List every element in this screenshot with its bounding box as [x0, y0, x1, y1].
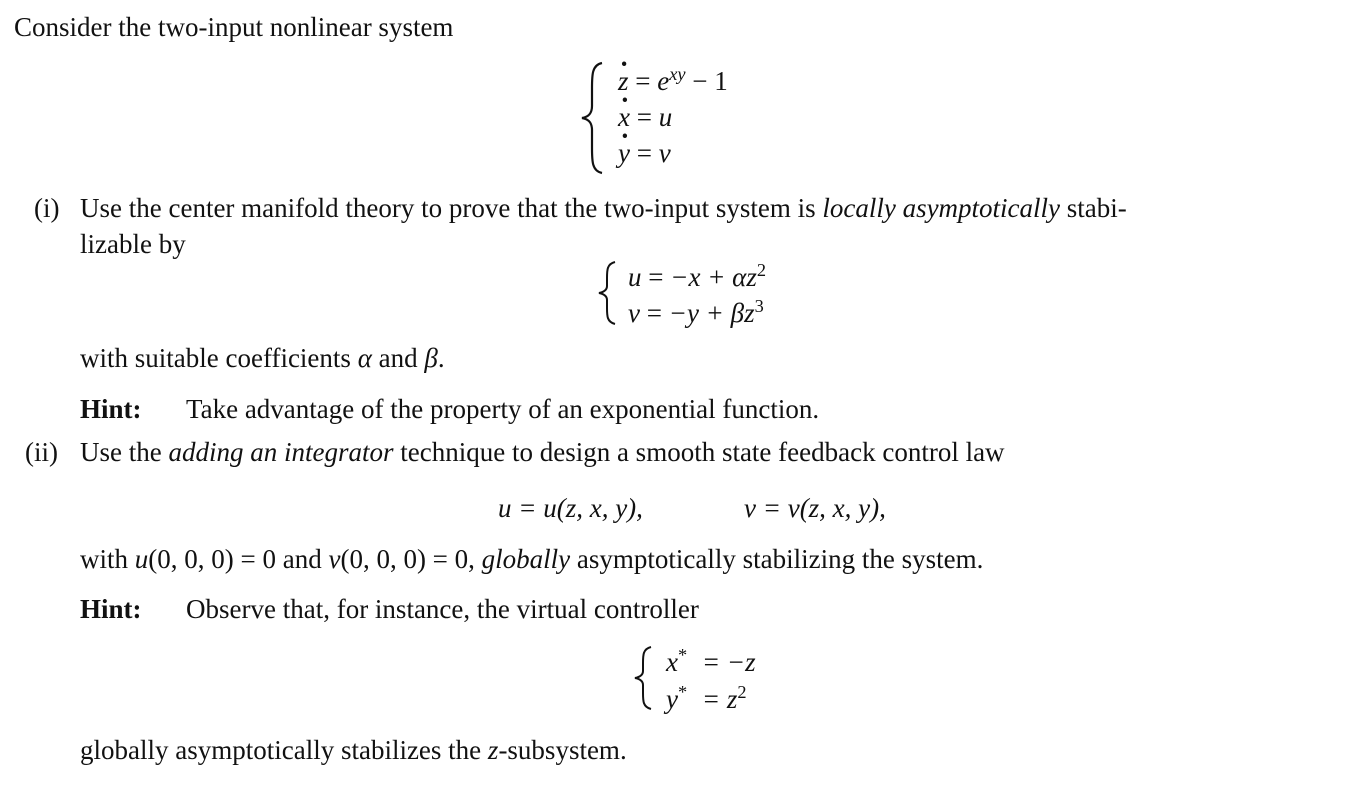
equals-sign: = — [636, 102, 659, 132]
control-brace — [596, 260, 618, 326]
y-dot: · y — [618, 140, 630, 167]
x-dot: · x — [618, 104, 630, 131]
virtual-y-star: * — [677, 681, 688, 702]
cond-u: u — [134, 544, 149, 574]
minus-one: − 1 — [692, 66, 728, 96]
cond-with: with — [80, 544, 135, 574]
final-line — [80, 737, 627, 764]
part-i-text-line2 — [80, 231, 186, 258]
control-v-exp: 3 — [754, 295, 764, 316]
equals-sign: = — [636, 138, 659, 168]
final-z: z — [487, 735, 499, 765]
part-ii-label: (ii) — [25, 437, 58, 467]
cond-v: v — [328, 544, 341, 574]
control-eq-v — [628, 295, 764, 328]
beta-symbol: β — [424, 343, 438, 373]
part-ii-hint-text — [186, 596, 699, 623]
virtual-y-rhs: = z — [701, 684, 738, 714]
coeff-text: with suitable coefficients — [80, 343, 358, 373]
cond-u-args: (0, 0, 0) = 0 and — [148, 544, 329, 574]
control-u-exp: 2 — [756, 259, 767, 280]
final-text-a: globally asymptotically stabilizes the — [80, 735, 488, 765]
part-i-text-b: stabi- — [1060, 193, 1127, 223]
virtual-brace — [632, 645, 654, 711]
equals-sign: = — [646, 298, 669, 328]
equals-sign: = — [648, 262, 671, 292]
part-i-text-line1 — [80, 195, 1127, 222]
control-u: u — [628, 262, 642, 292]
system-brace — [578, 60, 606, 176]
coeff-and: and — [371, 343, 425, 373]
cond-v-args: (0, 0, 0) = 0, — [340, 544, 482, 574]
part-ii-text-line1 — [80, 439, 1005, 466]
virtual-x-rhs: = −z — [701, 647, 756, 677]
virtual-x: x — [666, 647, 678, 677]
law-u: u = u(z, x, y), — [498, 493, 643, 523]
v-var: v — [658, 138, 671, 168]
alpha-symbol: α — [357, 343, 372, 373]
z-dot: · z — [618, 68, 629, 95]
part-i-label: (i) — [34, 193, 60, 223]
system-eq-3 — [618, 140, 671, 167]
system-eq-1 — [618, 63, 728, 96]
control-eq-u — [628, 259, 767, 292]
virtual-y: y — [666, 684, 678, 714]
u-var: u — [658, 102, 673, 132]
part-i-text-a: Use the center manifold theory to prove that the two-input system is — [80, 193, 823, 223]
part-i-emphasis: locally asymptotically — [822, 193, 1061, 223]
virtual-x-star: * — [677, 644, 688, 665]
cond-globally: globally — [481, 544, 571, 574]
equals-sign: = — [635, 66, 658, 96]
virtual-eq-x — [666, 644, 756, 677]
virtual-eq-y — [666, 681, 747, 714]
intro-sentence: Consider the two-input nonlinear system — [14, 12, 454, 42]
part-ii-text-b: technique to design a smooth state feedback control law — [393, 437, 1005, 467]
hint-label: Hint: — [80, 394, 142, 424]
virtual-y-exp: 2 — [737, 681, 747, 702]
cond-rest: asymptotically stabilizing the system. — [570, 544, 984, 574]
hint-text: Take advantage of the property of an exponential function. — [186, 394, 820, 424]
final-text-b: -subsystem. — [498, 735, 627, 765]
control-v-rhs: −y + βz — [668, 298, 755, 328]
part-ii-text-a: Use the — [80, 437, 169, 467]
control-u-rhs: −x + αz — [670, 262, 757, 292]
part-i-hint-text — [186, 396, 819, 423]
coefficients-line — [80, 345, 445, 372]
part-ii-hint — [80, 596, 142, 623]
hint-label: Hint: — [80, 594, 142, 624]
exp-power: xy — [669, 63, 686, 84]
condition-line — [80, 546, 983, 573]
exp-base: e — [657, 66, 670, 96]
control-v: v — [628, 298, 640, 328]
part-i-text-c: lizable by — [80, 229, 186, 259]
law-v: v = v(z, x, y), — [744, 493, 886, 523]
hint-text: Observe that, for instance, the virtual controller — [186, 594, 699, 624]
part-i-hint — [80, 396, 142, 423]
coeff-end: . — [437, 343, 445, 373]
part-ii-emphasis: adding an integrator — [168, 437, 394, 467]
intro-text — [14, 14, 453, 41]
